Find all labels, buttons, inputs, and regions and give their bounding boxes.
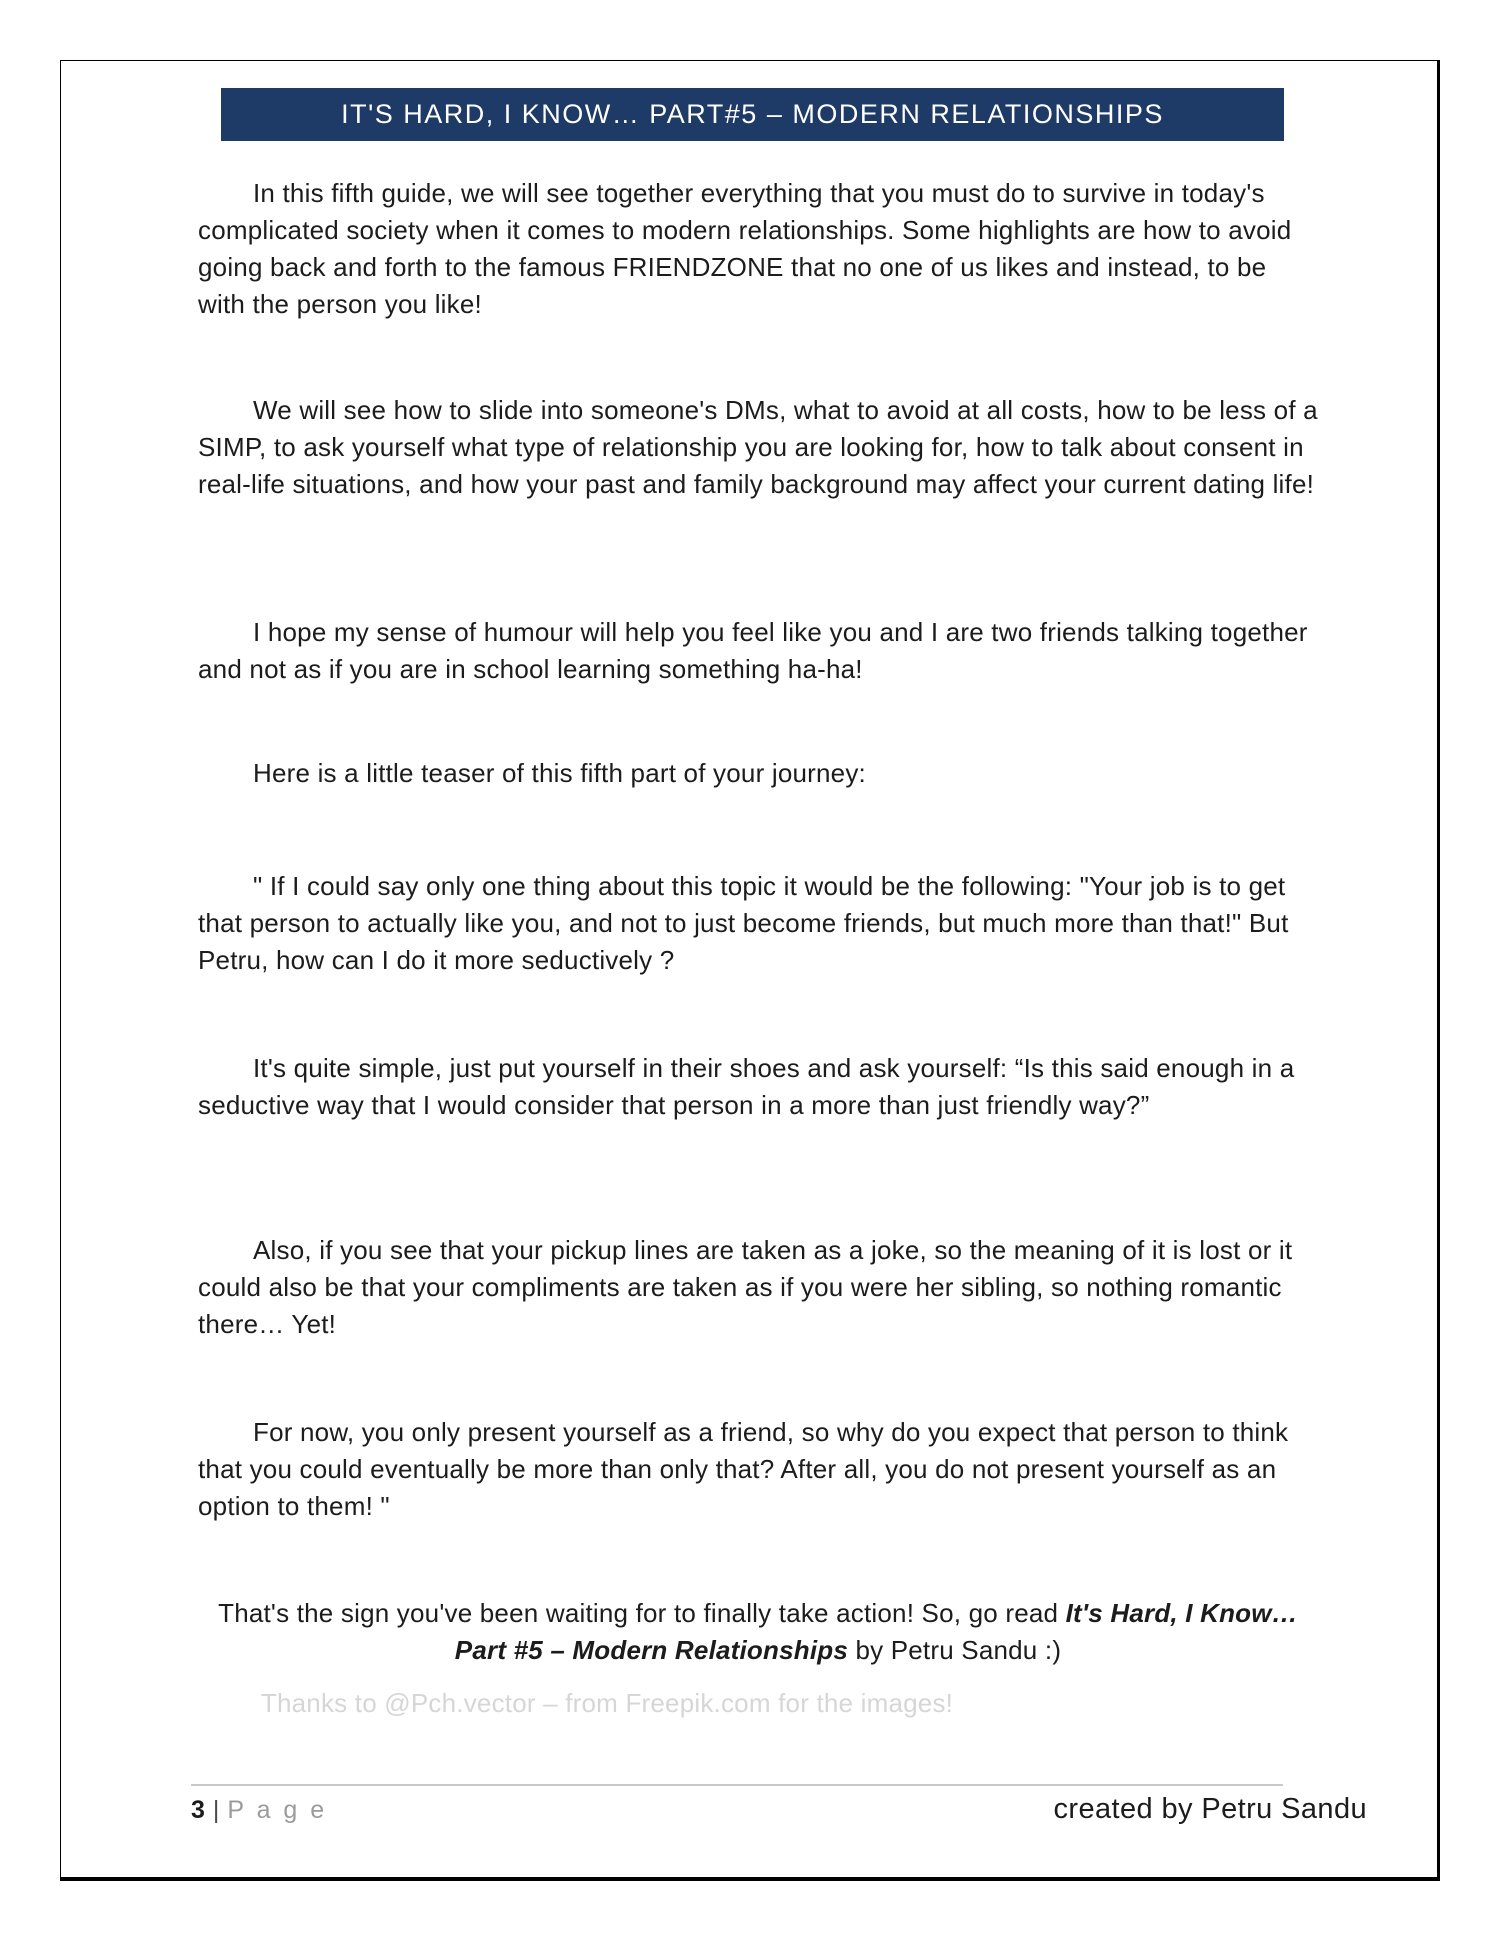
- page-number-separator: |: [212, 1796, 220, 1824]
- page-title: IT'S HARD, I KNOW… PART#5 – MODERN RELATIONSHIPS: [341, 99, 1164, 129]
- paragraph-quote-2: It's quite simple, just put yourself in their shoes and ask yourself: “Is this said enough in a seductive way that I would consider that person in a more than just friendly way?”: [198, 1053, 1295, 1120]
- page-footer: [191, 1793, 1367, 1826]
- author-credit: created by Petru Sandu: [1053, 1793, 1367, 1825]
- cta-suffix: by Petru Sandu :): [848, 1635, 1062, 1665]
- cta-prefix: That's the sign you've been waiting for to finally take action! So, go read: [218, 1598, 1066, 1628]
- paragraph-topics: We will see how to slide into someone's DMs, what to avoid at all costs, how to be less of a SIMP, to ask yourself what type of relationship you are looking for, how to talk about consent in real-life situations, and how your past and family background may affect your current dating life!: [198, 395, 1318, 499]
- paragraph-teaser-lead: Here is a little teaser of this fifth part of your journey:: [253, 758, 866, 788]
- paragraph-quote-1: " If I could say only one thing about this topic it would be the following: "Your job is to get that person to actually like you, and not to just become friends, but much more than that!" But Petru, how can I do it more seductively ?: [198, 871, 1289, 975]
- paragraph-intro: In this fifth guide, we will see together everything that you must do to survive in today's complicated society when it comes to modern relationships. Some highlights are how to avoid going back and forth to the famous FRIENDZONE that no one of us likes and instead, to be with the person you like!: [198, 178, 1292, 319]
- paragraph-quote-3: Also, if you see that your pickup lines are taken as a joke, so the meaning of it is lost or it could also be that your compliments are taken as if you were her sibling, so nothing romantic there… Yet!: [198, 1235, 1293, 1339]
- page-label: P a g e: [227, 1796, 328, 1824]
- document-page: [60, 60, 1440, 1881]
- title-bar: [221, 88, 1284, 141]
- book-title: It's Hard, I Know… Part #5 – Modern Relationships: [454, 1598, 1298, 1665]
- page-number: 3: [191, 1796, 205, 1824]
- paragraph-humour: I hope my sense of humour will help you feel like you and I are two friends talking together and not as if you are in school learning something ha-ha!: [198, 617, 1308, 684]
- paragraph-quote-4: For now, you only present yourself as a friend, so why do you expect that person to think that you could eventually be more than only that? After all, you do not present yourself as an option to them! ": [198, 1417, 1289, 1521]
- footer-divider: [191, 1784, 1283, 1786]
- image-credits: Thanks to @Pch.vector – from Freepik.com for the images!: [260, 1688, 954, 1718]
- page-number-group: [191, 1796, 327, 1825]
- call-to-action: [198, 1595, 1318, 1669]
